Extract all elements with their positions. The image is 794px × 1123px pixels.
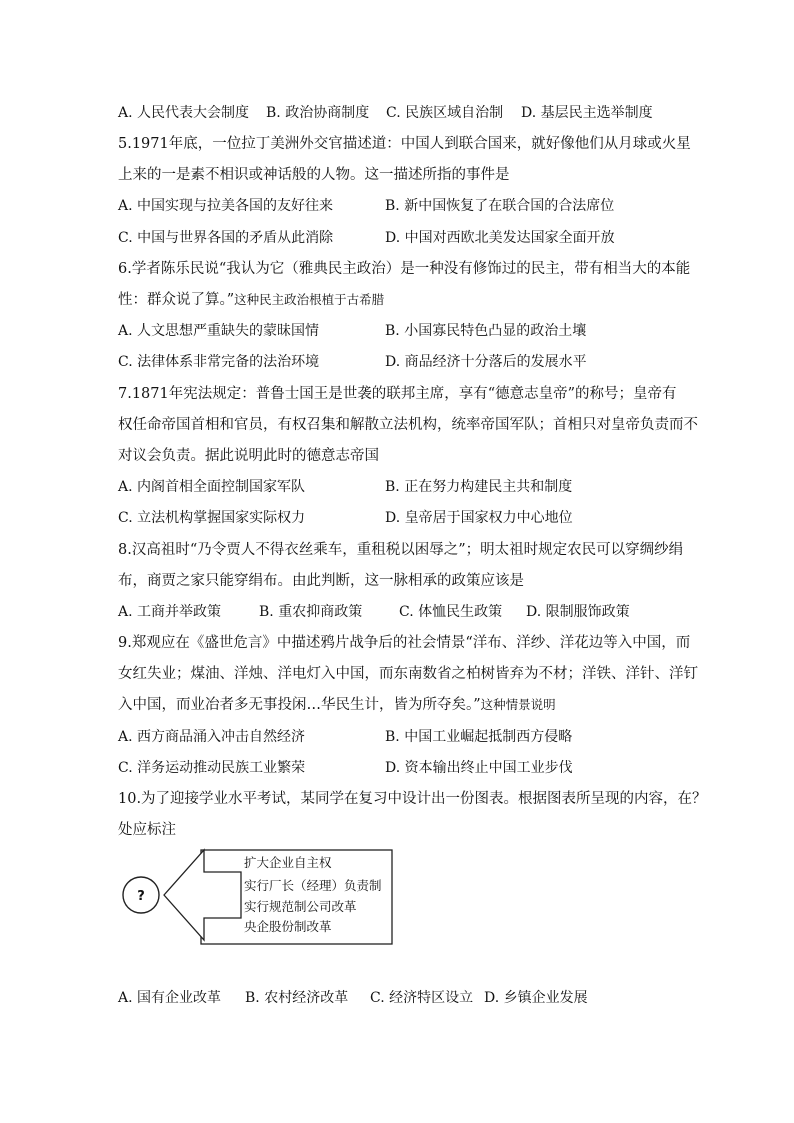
q10-stem-line-2: 处应标注 [118,822,176,838]
box-line-2: 实行厂长（经理）负责制 [244,878,382,893]
box-line-1: 扩大企业自主权 [244,855,332,870]
q8-option-c: C. 体恤民生政策 [399,604,503,620]
q8-option-d: D. 限制服饰政策 [526,604,630,620]
q8-option-b: B. 重农抑商政策 [259,604,363,620]
q6-option-c: C. 法律体系非常完备的法治环境 [118,354,320,370]
q10-option-b: B. 农村经济改革 [245,990,349,1006]
q6-stem-quote-end: 性：群众说了算。” [118,292,235,308]
q9-stem-quote-end: 入中国，而业冶者多无事投闲…华民生计，皆为所夺矣。” [118,697,481,713]
q7-option-d: D. 皇帝居于国家权力中心地位 [385,510,573,526]
q9-option-a: A. 西方商品涌入冲击自然经济 [118,729,306,745]
q5-option-a: A. 中国实现与拉美各国的友好往来 [118,198,334,214]
q8-stem-line-2: 布，商贾之家只能穿绢布。由此判断，这一脉相承的政策应该是 [118,573,524,589]
q9-stem-line-2: 女红失业；煤油、洋烛、洋电灯入中国，而东南数省之柏树皆弃为不材；洋铁、洋针、洋钉 [118,666,698,682]
q4-option-c: C. 民族区域自治制 [386,105,504,121]
q7-option-b: B. 正在努力构建民主共和制度 [385,479,573,495]
question-mark-label: ? [137,889,145,904]
q7-option-c: C. 立法机构掌握国家实际权力 [118,510,306,526]
left-arrow-shape [164,850,241,940]
q6-option-b: B. 小国寡民特色凸显的政治土壤 [385,323,587,339]
q9-option-b: B. 中国工业崛起抵制西方侵略 [385,729,573,745]
q5-option-b: B. 新中国恢复了在联合国的合法席位 [385,198,615,214]
q10-option-c: C. 经济特区设立 [370,990,474,1006]
q5-stem-line-1: 5.1971年底，一位拉丁美洲外交官描述道：中国人到联合国来，就好像他们从月球或火星 [118,136,691,152]
q6-stem-line-1: 6.学者陈乐民说“我认为它（雅典民主政治）是一种没有修饰过的民主，带有相当大的本能 [118,261,691,277]
q6-option-a: A. 人文思想严重缺失的蒙昧国情 [118,323,320,339]
q7-option-a: A. 内阁首相全面控制国家军队 [118,479,306,495]
q9-stem-question: 这种情景说明 [480,697,556,712]
q5-option-c: C. 中国与世界各国的矛盾从此消除 [118,230,334,246]
q5-option-d: D. 中国对西欧北美发达国家全面开放 [385,230,615,246]
q9-stem-line-1: 9.郑观应在《盛世危言》中描述鸦片战争后的社会情景“洋布、洋纱、洋花边等入中国，而 [118,635,691,651]
q4-option-d: D. 基层民主选举制度 [521,105,653,121]
q7-stem-line-3: 对议会负责。据此说明此时的德意志帝国 [118,448,379,464]
q9-option-d: D. 资本输出终止中国工业步伐 [385,760,573,776]
q7-stem-line-2: 权任命帝国首相和官员，有权召集和解散立法机构，统率帝国军队；首相只对皇帝负责而不 [118,417,698,433]
q4-option-a: A. 人民代表大会制度 [118,105,250,121]
box-line-3: 实行规范制公司改革 [244,899,357,914]
q10-stem-line-1: 10.为了迎接学业水平考试，某同学在复习中设计出一份图表。根据图表所呈现的内容，在？ [118,791,707,807]
q9-option-c: C. 洋务运动推动民族工业繁荣 [118,760,306,776]
q8-stem-line-1: 8.汉高祖时“乃令贾人不得衣丝乘车，重租税以困辱之”；明太祖时规定农民可以穿绸纱绢 [118,542,684,558]
q8-option-a: A. 工商并举政策 [118,604,222,620]
q6-stem-line-2 [118,290,384,310]
q4-option-b: B. 政治协商制度 [266,105,370,121]
q10-option-d: D. 乡镇企业发展 [484,990,588,1006]
q5-stem-line-2: 上来的一是素不相识或神话般的人物。这一描述所指的事件是 [118,167,510,183]
box-line-4: 央企股份制改革 [244,919,332,934]
q9-stem-line-3 [118,695,556,715]
q10-option-a: A. 国有企业改革 [118,990,222,1006]
q6-option-d: D. 商品经济十分落后的发展水平 [385,354,587,370]
q6-stem-question: 这种民主政治根植于古希腊 [234,292,385,307]
q7-stem-line-1: 7.1871年宪法规定：普鲁士国王是世袭的联邦主席，享有“德意志皇帝”的称号；皇帝有 [118,386,677,402]
